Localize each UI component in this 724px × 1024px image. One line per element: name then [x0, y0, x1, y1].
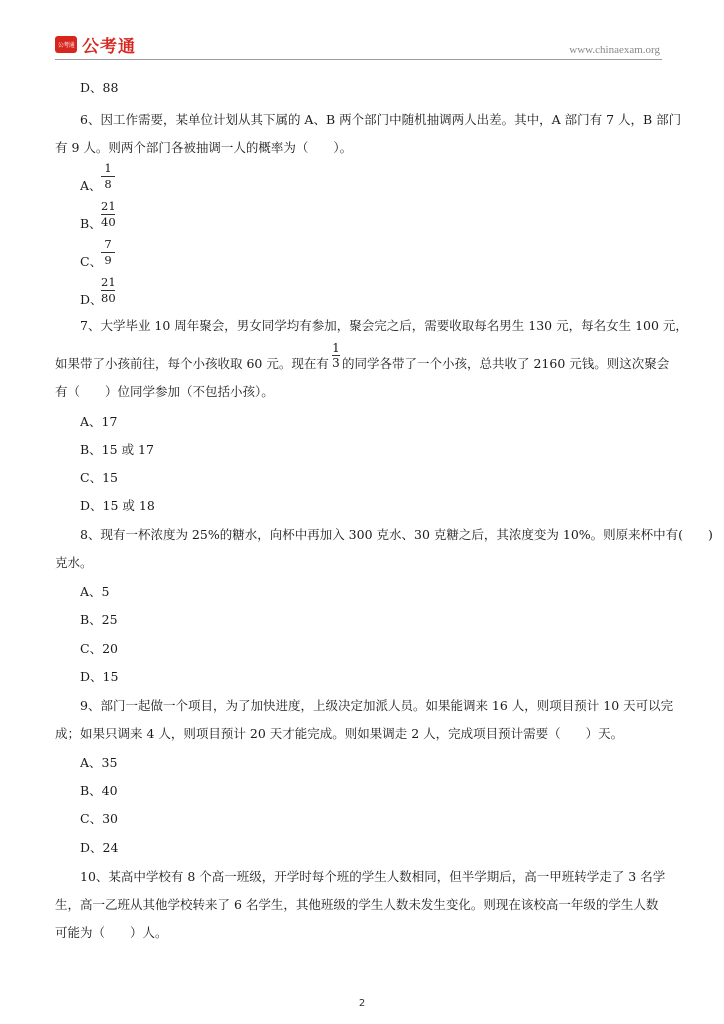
- page-number: 2: [358, 998, 366, 1009]
- q9-option-a: A、35: [80, 755, 118, 770]
- q8-option-b: B、25: [80, 612, 118, 627]
- fraction-denominator: 40: [101, 215, 116, 229]
- q7-stem-line2b: 的同学各带了一个小孩，总共收了 2160 元钱。则这次聚会: [342, 356, 670, 371]
- q7-option-b: B、15 或 17: [80, 442, 154, 457]
- q6-option-c-label: C、: [80, 254, 103, 269]
- page-header: [0, 0, 724, 62]
- q8-stem-line2: 克水。: [55, 555, 93, 570]
- q7-stem-line2a: 如果带了小孩前往，每个小孩收取 60 元。现在有: [55, 356, 329, 371]
- q9-stem-line1: 9、部门一起做一个项目，为了加快进度，上级决定加派人员。如果能调来 16 人，则项目预计 10 天可以完: [80, 698, 674, 713]
- fraction-numerator: 1: [332, 341, 340, 355]
- header-divider: [55, 59, 662, 60]
- fraction-numerator: 1: [104, 161, 112, 175]
- fraction-denominator: 80: [101, 291, 116, 305]
- fraction-numerator: 21: [101, 275, 116, 289]
- q6-option-b-fraction: [101, 200, 116, 229]
- q6-option-c-fraction: [101, 238, 115, 267]
- q9-option-c: C、30: [80, 811, 118, 826]
- q6-option-d-label: D、: [80, 292, 103, 307]
- q6-option-b-label: B、: [80, 216, 102, 231]
- q7-option-d: D、15 或 18: [80, 498, 155, 513]
- logo-badge: 公考通: [55, 36, 77, 53]
- q8-option-c: C、20: [80, 641, 118, 656]
- q7-option-c: C、15: [80, 470, 118, 485]
- fraction-denominator: 3: [332, 356, 340, 370]
- q6-stem-line2: 有 9 人。则两个部门各被抽调一人的概率为（ ）。: [55, 140, 353, 155]
- q9-option-b: B、40: [80, 783, 118, 798]
- q6-option-a-label: A、: [80, 178, 102, 193]
- q6-option-a-fraction: [101, 162, 115, 191]
- fraction-numerator: 7: [104, 237, 112, 251]
- q10-stem-line3: 可能为（ ）人。: [55, 925, 168, 940]
- q10-stem-line1: 10、某高中学校有 8 个高一班级，开学时每个班的学生人数相同，但半学期后，高一甲班转学走了 3 名学: [80, 869, 666, 884]
- q8-option-d: D、15: [80, 669, 119, 684]
- q8-option-a: A、5: [80, 584, 110, 599]
- fraction-numerator: 21: [101, 199, 116, 213]
- logo-text: 公考通: [82, 36, 136, 57]
- site-url: www.chinaexam.org: [569, 44, 660, 56]
- q7-inline-fraction: [332, 342, 340, 369]
- q7-stem-line3: 有（ ）位同学参加（不包括小孩）。: [55, 384, 274, 399]
- q5-option-d: D、88: [80, 80, 119, 95]
- q7-option-a: A、17: [80, 414, 118, 429]
- q6-option-d-fraction: [101, 276, 116, 305]
- q8-stem-line1: 8、现有一杯浓度为 25%的糖水，向杯中再加入 300 克水、30 克糖之后，其浓度变为 10%。则原来杯中有( ): [80, 527, 713, 542]
- q9-option-d: D、24: [80, 840, 119, 855]
- logo: [55, 34, 136, 57]
- q9-stem-line2: 成；如果只调来 4 人，则项目预计 20 天才能完成。则如果调走 2 人，完成项目预计需要（ ）天。: [55, 726, 624, 741]
- fraction-denominator: 8: [104, 177, 112, 191]
- fraction-denominator: 9: [104, 253, 112, 267]
- q7-stem-line1: 7、大学毕业 10 周年聚会，男女同学均有参加，聚会完之后，需要收取每名男生 130 元，每名女生 100 元，: [80, 318, 688, 333]
- q6-stem-line1: 6、因工作需要，某单位计划从其下属的 A、B 两个部门中随机抽调两人出差。其中，A 部门有 7 人，B 部门: [80, 112, 682, 127]
- q10-stem-line2: 生，高一乙班从其他学校转来了 6 名学生，其他班级的学生人数未发生变化。则现在该校高一年级的学生人数: [55, 897, 659, 912]
